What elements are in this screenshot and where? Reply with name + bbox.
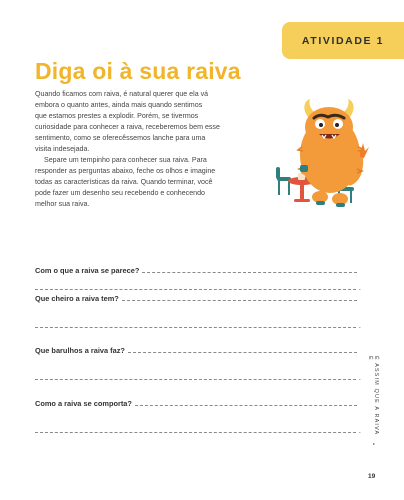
intro-line: visita indesejada. <box>35 145 90 153</box>
question-3-row <box>35 343 357 355</box>
intro-line: sentimento, como se oferecêssemos lanche para uma <box>35 134 206 142</box>
answer-end-mark: . <box>358 283 361 292</box>
question-4-answer-line[interactable] <box>135 404 357 406</box>
intro-line: pode fazer um desenho seu recebendo e conhecendo <box>35 189 205 197</box>
running-title <box>368 356 378 446</box>
answer-2-line-row <box>35 318 361 330</box>
question-2-label: Que cheiro a raiva tem? <box>35 294 119 303</box>
tea-cup <box>300 165 308 172</box>
question-2-row <box>35 291 357 303</box>
running-title-text: É ASSIM QUE A RAIVA É <box>367 356 379 436</box>
question-4-label: Como a raiva se comporta? <box>35 399 132 408</box>
monster-head <box>305 107 353 147</box>
question-1-label: Com o que a raiva se parece? <box>35 266 140 275</box>
page-title: Diga oi à sua raiva <box>35 58 241 84</box>
intro-line: que estamos prestes a explodir. Porém, se tivermos <box>35 112 199 120</box>
intro-paragraph-2 <box>35 155 250 210</box>
intro-line: todas as características da raiva. Quando terminar, você <box>35 178 213 186</box>
answer-4-line[interactable] <box>35 431 356 433</box>
answer-3-line[interactable] <box>35 378 356 380</box>
question-1-row <box>35 263 357 275</box>
answer-3-line-row <box>35 370 361 382</box>
answer-end-mark: . <box>358 321 361 330</box>
question-2-answer-line[interactable] <box>122 299 357 301</box>
intro-line: responder as perguntas abaixo, feche os olhos e imagine <box>35 167 216 175</box>
question-1-answer-line[interactable] <box>142 271 357 273</box>
question-3-label: Que barulhos a raiva faz? <box>35 346 125 355</box>
right-pupil <box>335 123 339 127</box>
answer-end-mark: . <box>358 373 361 382</box>
intro-text <box>35 89 250 210</box>
intro-line: curiosidade para conhecer a raiva, receberemos bem esse <box>35 123 220 131</box>
activity-label: ATIVIDADE 1 <box>301 34 385 47</box>
intro-paragraph-1 <box>35 89 250 155</box>
answer-end-mark: . <box>358 426 361 435</box>
answer-1-line[interactable] <box>35 288 356 290</box>
activity-banner <box>282 22 404 59</box>
intro-line: embora o quanto antes, ainda mais quando sentimos <box>35 101 203 109</box>
answer-2-line[interactable] <box>35 326 356 328</box>
intro-line: Quando ficamos com raiva, é natural querer que ela vá <box>35 90 209 98</box>
page-number: 19 <box>368 473 376 480</box>
left-pupil <box>319 123 323 127</box>
question-3-answer-line[interactable] <box>128 351 357 353</box>
anger-monster-illustration <box>262 87 374 215</box>
intro-line: Separe um tempinho para conhecer sua raiva. Para <box>44 156 207 164</box>
intro-line: melhor sua raiva. <box>35 200 90 208</box>
answer-4-line-row <box>35 423 361 435</box>
question-4-row <box>35 396 357 408</box>
running-title-bullet: • <box>370 442 376 446</box>
